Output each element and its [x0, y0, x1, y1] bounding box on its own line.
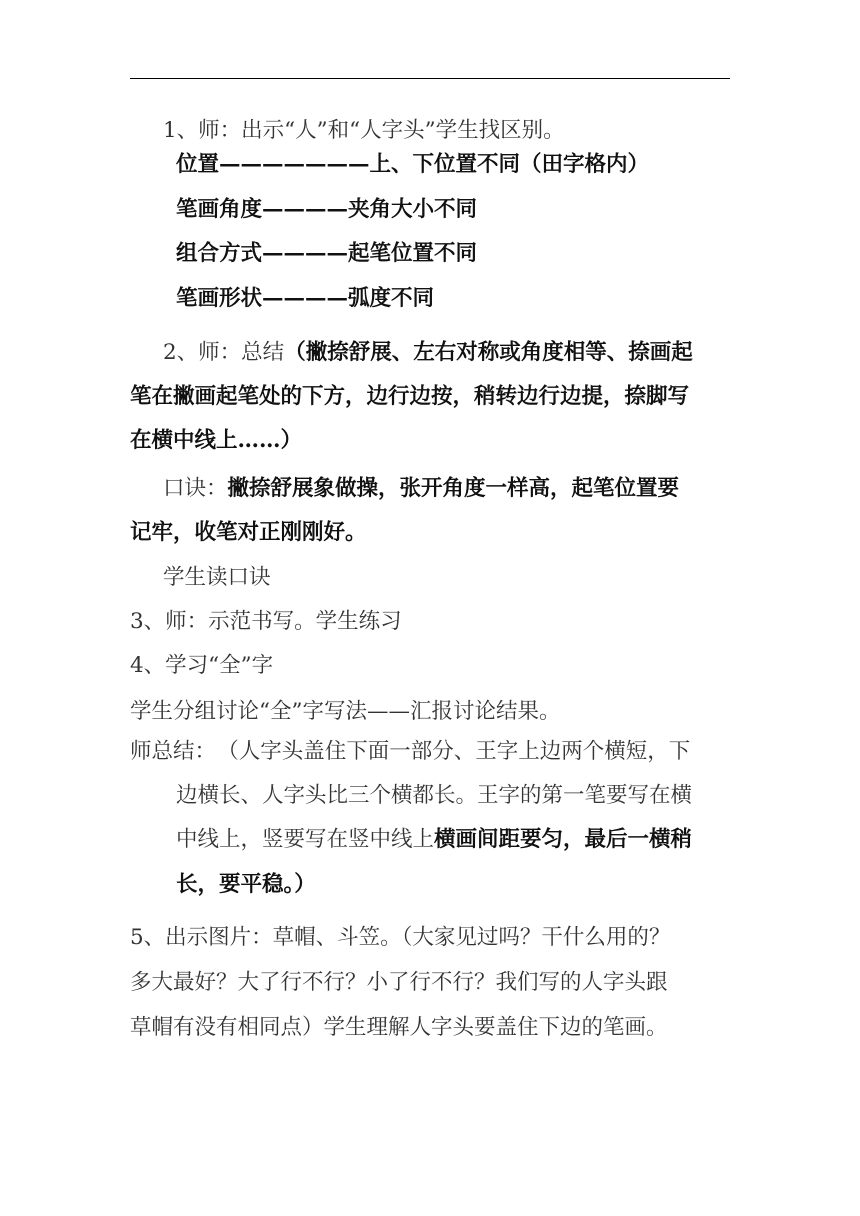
- summary-text: （人字头盖住下面一部分、王字上边两个横短，下: [228, 739, 691, 764]
- section-2-text: （撇捺舒展、左右对称或角度相等、捺画起: [284, 340, 693, 365]
- header-rule: [130, 78, 730, 79]
- comparison-combination: 组合方式————起笔位置不同: [176, 241, 478, 266]
- koujue-line-1: [163, 474, 679, 504]
- koujue-line-2: 记牢，收笔对正刚刚好。: [130, 520, 367, 545]
- section-2-prefix: 2、师：总结: [163, 340, 285, 365]
- comparison-stroke-shape: 笔画形状————弧度不同: [176, 286, 435, 311]
- comparison-position: 位置———————上、下位置不同（田字格内）: [176, 152, 650, 177]
- koujue-text: 撇捺舒展象做操，张开角度一样高，起笔位置要: [227, 476, 680, 501]
- section-1-heading: 1、师：出示“人”和“人字头”学生找区别。: [163, 118, 565, 143]
- section-4: 4、学习“全”字: [130, 653, 274, 678]
- section-5-line-1: 5、出示图片：草帽、斗笠。（大家见过吗？干什么用的？: [130, 925, 671, 950]
- section-5-line-2: 多大最好？大了行不行？小了行不行？我们写的人字头跟: [130, 970, 668, 995]
- summary-line-3-plain: 中线上，竖要写在竖中线上: [176, 827, 435, 852]
- section-3: 3、师：示范书写。学生练习: [130, 609, 402, 634]
- section-2-line-3: 在横中线上……）: [130, 428, 303, 453]
- section-2-line-2: 笔在撇画起笔处的下方，边行边按，稍转边行边提，捺脚写: [130, 384, 690, 409]
- section-5-line-3: 草帽有没有相同点）学生理解人字头要盖住下边的笔画。: [130, 1015, 668, 1040]
- summary-line-3: [176, 825, 692, 855]
- read-koujue: 学生读口诀: [163, 565, 271, 590]
- summary-label: 师总结：: [130, 739, 217, 764]
- summary-line-1: [130, 737, 690, 767]
- section-2-line-1: [163, 338, 693, 368]
- summary-line-4: 长，要平稳。）: [176, 872, 316, 897]
- summary-line-3-bold: 横画间距要匀，最后一横稍: [434, 827, 693, 852]
- comparison-stroke-angle: 笔画角度————夹角大小不同: [176, 197, 478, 222]
- group-discussion: 学生分组讨论“全”字写法——汇报讨论结果。: [130, 699, 561, 724]
- summary-line-2: 边横长、人字头比三个横都长。王字的第一笔要写在横: [176, 783, 693, 808]
- koujue-label: 口诀：: [163, 476, 228, 501]
